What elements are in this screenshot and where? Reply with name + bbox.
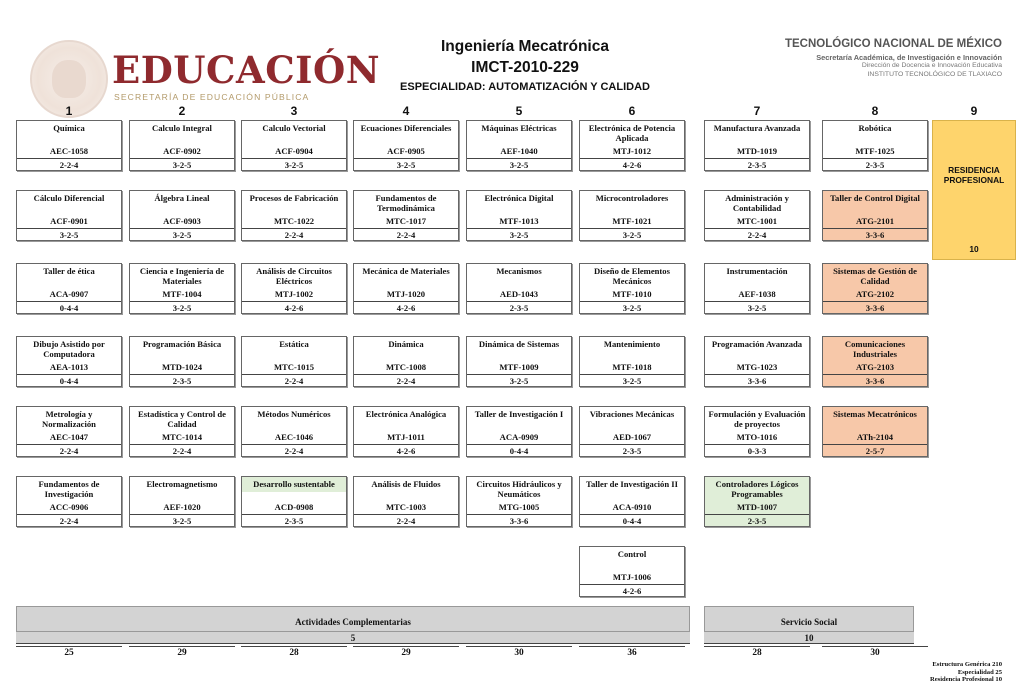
course-card — [16, 406, 122, 457]
course-name: Formulación y Evaluación de proyectos — [708, 409, 806, 429]
semester-number-9: 9 — [970, 104, 978, 118]
course-card — [822, 120, 928, 171]
course-credits: 4-2-6 — [242, 301, 346, 313]
course-card — [16, 120, 122, 171]
course-name: Electrónica Analógica — [365, 409, 447, 419]
course-card — [704, 406, 810, 457]
course-credits: 3-2-5 — [130, 514, 234, 526]
course-name: Análisis de Fluidos — [371, 479, 441, 489]
course-credits: 3-3-6 — [467, 514, 571, 526]
course-credits: 4-2-6 — [354, 301, 458, 313]
course-code: MTC-1015 — [273, 362, 315, 373]
course-code: AEF-1040 — [500, 146, 538, 157]
course-name: Taller de Investigación II — [586, 479, 678, 489]
residencia-credits: 10 — [969, 244, 979, 254]
semester-number-7: 7 — [753, 104, 761, 118]
course-code: AEA-1013 — [49, 362, 89, 373]
course-card — [129, 336, 235, 387]
course-credits: 2-5-7 — [823, 444, 927, 456]
course-card — [353, 120, 459, 171]
semester-total-7: 28 — [704, 646, 810, 660]
course-name: Dibujo Asistido por Computadora — [33, 339, 105, 359]
course-credits: 3-3-6 — [823, 301, 927, 313]
course-credits: 3-2-5 — [242, 158, 346, 170]
course-code: ACF-0903 — [163, 216, 201, 227]
course-credits: 2-3-5 — [580, 444, 684, 456]
summary-generic: Estructura Genérica 210 — [932, 661, 1002, 668]
course-credits: 2-2-4 — [242, 444, 346, 456]
course-name: Álgebra Lineal — [154, 193, 210, 203]
course-credits: 2-2-4 — [17, 444, 121, 456]
semester-total-8: 30 — [822, 646, 928, 660]
course-credits: 0-3-3 — [705, 444, 809, 456]
course-name: Procesos de Fabricación — [249, 193, 339, 203]
course-card — [466, 336, 572, 387]
semester-number-5: 5 — [515, 104, 523, 118]
course-credits: 4-2-6 — [580, 158, 684, 170]
course-card — [353, 406, 459, 457]
course-card — [466, 190, 572, 241]
course-code: MTJ-1002 — [274, 289, 314, 300]
course-card — [704, 190, 810, 241]
course-card — [822, 263, 928, 314]
course-code: ACF-0902 — [163, 146, 201, 157]
course-code: MTF-1021 — [612, 216, 652, 227]
course-code: ATG-2101 — [855, 216, 895, 227]
course-credits: 2-2-4 — [354, 374, 458, 386]
semester-number-6: 6 — [628, 104, 636, 118]
semester-total-1: 25 — [16, 646, 122, 660]
course-card — [704, 120, 810, 171]
course-code: AEC-1058 — [49, 146, 89, 157]
course-code: MTF-1013 — [499, 216, 539, 227]
course-code: ATG-2102 — [855, 289, 895, 300]
course-card — [353, 476, 459, 527]
course-card — [129, 476, 235, 527]
course-code: AEF-1038 — [738, 289, 776, 300]
course-credits: 4-2-6 — [354, 444, 458, 456]
educacion-logo-word: EDUCACIÓN — [112, 48, 381, 92]
course-code: MTC-1008 — [385, 362, 427, 373]
course-card — [704, 263, 810, 314]
course-card — [466, 120, 572, 171]
course-credits: 2-2-4 — [242, 374, 346, 386]
course-credits: 3-2-5 — [354, 158, 458, 170]
semester-number-8: 8 — [871, 104, 879, 118]
course-credits: 2-2-4 — [354, 228, 458, 240]
course-name: Mecánica de Materiales — [362, 266, 450, 276]
course-credits: 2-3-5 — [467, 301, 571, 313]
course-name: Taller de Investigación I — [474, 409, 564, 419]
course-name: Microcontroladores — [595, 193, 669, 203]
credit-summary — [930, 661, 1002, 684]
course-card — [822, 190, 928, 241]
actividades-credits: 5 — [16, 632, 690, 644]
summary-residencia: Residencia Profesional 10 — [929, 676, 1002, 684]
course-code: MTG-1005 — [498, 502, 540, 513]
specialty-title: ESPECIALIDAD: AUTOMATIZACIÓN Y CALIDAD — [400, 81, 650, 93]
course-name: Instrumentación — [726, 266, 788, 276]
course-name: Mantenimiento — [603, 339, 661, 349]
course-name: Electrónica Digital — [484, 193, 554, 203]
course-code: MTO-1016 — [736, 432, 778, 443]
course-card — [241, 190, 347, 241]
course-code: MTF-1010 — [612, 289, 652, 300]
course-credits: 2-2-4 — [17, 158, 121, 170]
course-name: Fundamentos de Termodinámica — [375, 193, 437, 213]
course-credits: 2-2-4 — [242, 228, 346, 240]
course-name: Estática — [279, 339, 309, 349]
course-code: MTF-1009 — [499, 362, 539, 373]
course-name: Taller de Control Digital — [830, 193, 920, 203]
course-card — [579, 190, 685, 241]
course-name: Electromagnetismo — [146, 479, 218, 489]
course-name: Sistemas de Gestión de Calidad — [833, 266, 917, 286]
course-code: AED-1043 — [499, 289, 539, 300]
course-code: AED-1067 — [612, 432, 652, 443]
course-credits: 3-2-5 — [705, 301, 809, 313]
course-name: Máquinas Eléctricas — [481, 123, 557, 133]
course-credits: 0-4-4 — [467, 444, 571, 456]
course-card — [579, 336, 685, 387]
semester-number-3: 3 — [290, 104, 298, 118]
course-credits: 2-3-5 — [705, 514, 809, 526]
semester-total-3: 28 — [241, 646, 347, 660]
course-name: Ciencia e Ingeniería de Materiales — [139, 266, 225, 286]
course-code: ACF-0901 — [50, 216, 88, 227]
plan-code: IMCT-2010-229 — [471, 59, 579, 76]
campus-line: INSTITUTO TECNOLÓGICO DE TLAXIACO — [867, 71, 1002, 78]
course-card — [579, 476, 685, 527]
course-code: ACD-0908 — [274, 502, 314, 513]
course-name: Calculo Integral — [152, 123, 212, 133]
semester-total-4: 29 — [353, 646, 459, 660]
course-card — [704, 336, 810, 387]
actividades-band — [16, 606, 690, 632]
course-card — [822, 406, 928, 457]
course-card — [16, 263, 122, 314]
course-credits: 2-2-4 — [354, 514, 458, 526]
course-name: Sistemas Mecatrónicos — [833, 409, 917, 419]
course-code: MTF-1004 — [162, 289, 202, 300]
course-name: Métodos Numéricos — [257, 409, 331, 419]
course-card — [241, 336, 347, 387]
course-credits: 0-4-4 — [580, 514, 684, 526]
course-credits: 3-2-5 — [130, 228, 234, 240]
servicio-social-credits: 10 — [704, 632, 914, 644]
course-code: MTC-1014 — [161, 432, 203, 443]
course-card — [353, 263, 459, 314]
course-credits: 3-2-5 — [580, 301, 684, 313]
course-credits: 4-2-6 — [580, 584, 684, 596]
course-credits: 2-3-5 — [242, 514, 346, 526]
course-code: MTD-1007 — [736, 502, 778, 513]
course-card — [129, 190, 235, 241]
career-title: Ingeniería Mecatrónica — [441, 38, 609, 55]
course-name: Desarrollo sustentable — [242, 477, 346, 492]
course-card — [579, 546, 685, 597]
course-card — [16, 476, 122, 527]
course-code: ACC-0906 — [49, 502, 89, 513]
course-code: ACF-0904 — [275, 146, 313, 157]
course-name: Controladores Lógicos Programables — [715, 479, 799, 499]
course-code: ACA-0910 — [612, 502, 652, 513]
course-code: MTJ-1011 — [387, 432, 425, 443]
course-code: AEC-1047 — [49, 432, 89, 443]
institution-name: TECNOLÓGICO NACIONAL DE MÉXICO — [784, 38, 1002, 50]
course-name: Metrología y Normalización — [42, 409, 96, 429]
course-credits: 2-3-5 — [705, 158, 809, 170]
course-code: MTC-1001 — [736, 216, 778, 227]
course-credits: 3-2-5 — [467, 158, 571, 170]
course-credits: 0-4-4 — [17, 374, 121, 386]
residencia-profesional-block — [932, 120, 1016, 260]
sep-subtitle: SECRETARÍA DE EDUCACIÓN PÚBLICA — [114, 92, 310, 102]
course-card — [129, 120, 235, 171]
course-credits: 2-3-5 — [130, 374, 234, 386]
course-code: MTD-1019 — [736, 146, 778, 157]
course-code: ATh-2104 — [856, 432, 894, 443]
course-code: MTC-1003 — [385, 502, 427, 513]
course-code: MTJ-1020 — [386, 289, 426, 300]
course-credits: 3-2-5 — [467, 228, 571, 240]
course-code: ACA-0909 — [499, 432, 539, 443]
semester-total-6: 36 — [579, 646, 685, 660]
course-code: ACA-0907 — [49, 289, 89, 300]
course-credits: 3-2-5 — [580, 374, 684, 386]
course-code: AEC-1046 — [274, 432, 314, 443]
course-credits: 3-2-5 — [467, 374, 571, 386]
semester-total-5: 30 — [466, 646, 572, 660]
servicio-social-band — [704, 606, 914, 632]
course-card — [466, 263, 572, 314]
course-code: MTC-1017 — [385, 216, 427, 227]
course-name: Programación Avanzada — [711, 339, 803, 349]
course-code: ATG-2103 — [855, 362, 895, 373]
semester-number-4: 4 — [402, 104, 410, 118]
course-code: MTC-1022 — [273, 216, 315, 227]
course-card — [16, 190, 122, 241]
course-name: Análisis de Circuitos Eléctricos — [256, 266, 332, 286]
course-card — [241, 406, 347, 457]
course-card — [241, 120, 347, 171]
course-credits: 3-2-5 — [130, 301, 234, 313]
course-credits: 3-3-6 — [823, 374, 927, 386]
course-name: Circuitos Hidráulicos y Neumáticos — [476, 479, 562, 499]
course-card — [466, 476, 572, 527]
course-card — [241, 476, 347, 527]
course-credits: 2-3-5 — [823, 158, 927, 170]
course-name: Programación Básica — [142, 339, 222, 349]
course-card — [241, 263, 347, 314]
course-card — [16, 336, 122, 387]
course-credits: 3-3-6 — [705, 374, 809, 386]
course-code: ACF-0905 — [387, 146, 425, 157]
course-card — [579, 120, 685, 171]
course-credits: 0-4-4 — [17, 301, 121, 313]
course-name: Dinámica — [388, 339, 424, 349]
course-name: Electrónica de Potencia Aplicada — [588, 123, 676, 143]
course-name: Cálculo Diferencial — [33, 193, 105, 203]
course-name: Calculo Vectorial — [262, 123, 326, 133]
secretariat-line: Secretaría Académica, de Investigación e Innovación — [816, 53, 1002, 62]
course-card — [466, 406, 572, 457]
servicio-social-label: Servicio Social — [780, 617, 838, 627]
direction-line: Dirección de Docencia e Innovación Educativa — [861, 62, 1002, 69]
course-card — [353, 190, 459, 241]
semester-number-2: 2 — [178, 104, 186, 118]
course-card — [353, 336, 459, 387]
course-code: MTF-1018 — [612, 362, 652, 373]
course-name: Estadística y Control de Calidad — [138, 409, 226, 429]
course-code: AEF-1020 — [163, 502, 201, 513]
course-credits: 3-2-5 — [580, 228, 684, 240]
course-credits: 2-2-4 — [705, 228, 809, 240]
course-card — [704, 476, 810, 527]
course-name: Administración y Contabilidad — [725, 193, 789, 213]
semester-number-1: 1 — [65, 104, 73, 118]
course-name: Fundamentos de Investigación — [38, 479, 100, 499]
course-code: MTF-1025 — [855, 146, 895, 157]
course-card — [579, 406, 685, 457]
course-name: Robótica — [858, 123, 892, 133]
course-code: MTD-1024 — [161, 362, 203, 373]
course-credits: 3-2-5 — [17, 228, 121, 240]
course-code: MTJ-1006 — [612, 572, 652, 583]
course-name: Diseño de Elementos Mecánicos — [594, 266, 670, 286]
residencia-label: RESIDENCIA PROFESIONAL — [943, 165, 1005, 186]
course-credits: 3-2-5 — [130, 158, 234, 170]
course-name: Comunicaciones Industriales — [844, 339, 906, 359]
course-card — [129, 263, 235, 314]
semester-total-2: 29 — [129, 646, 235, 660]
course-name: Mecanismos — [496, 266, 542, 276]
course-name: Taller de ética — [43, 266, 95, 276]
course-card — [822, 336, 928, 387]
course-code: MTJ-1012 — [612, 146, 652, 157]
course-name: Ecuaciones Diferenciales — [360, 123, 452, 133]
course-name: Control — [617, 549, 647, 559]
actividades-label: Actividades Complementarias — [295, 617, 411, 627]
course-card — [129, 406, 235, 457]
course-name: Química — [53, 123, 85, 133]
course-credits: 2-2-4 — [130, 444, 234, 456]
course-name: Manufactura Avanzada — [713, 123, 801, 133]
course-name: Vibraciones Mecánicas — [589, 409, 675, 419]
summary-specialty: Especialidad 25 — [957, 668, 1002, 676]
course-code: MTG-1023 — [736, 362, 778, 373]
course-card — [579, 263, 685, 314]
course-name: Dinámica de Sistemas — [478, 339, 560, 349]
course-credits: 2-2-4 — [17, 514, 121, 526]
course-credits: 3-3-6 — [823, 228, 927, 240]
